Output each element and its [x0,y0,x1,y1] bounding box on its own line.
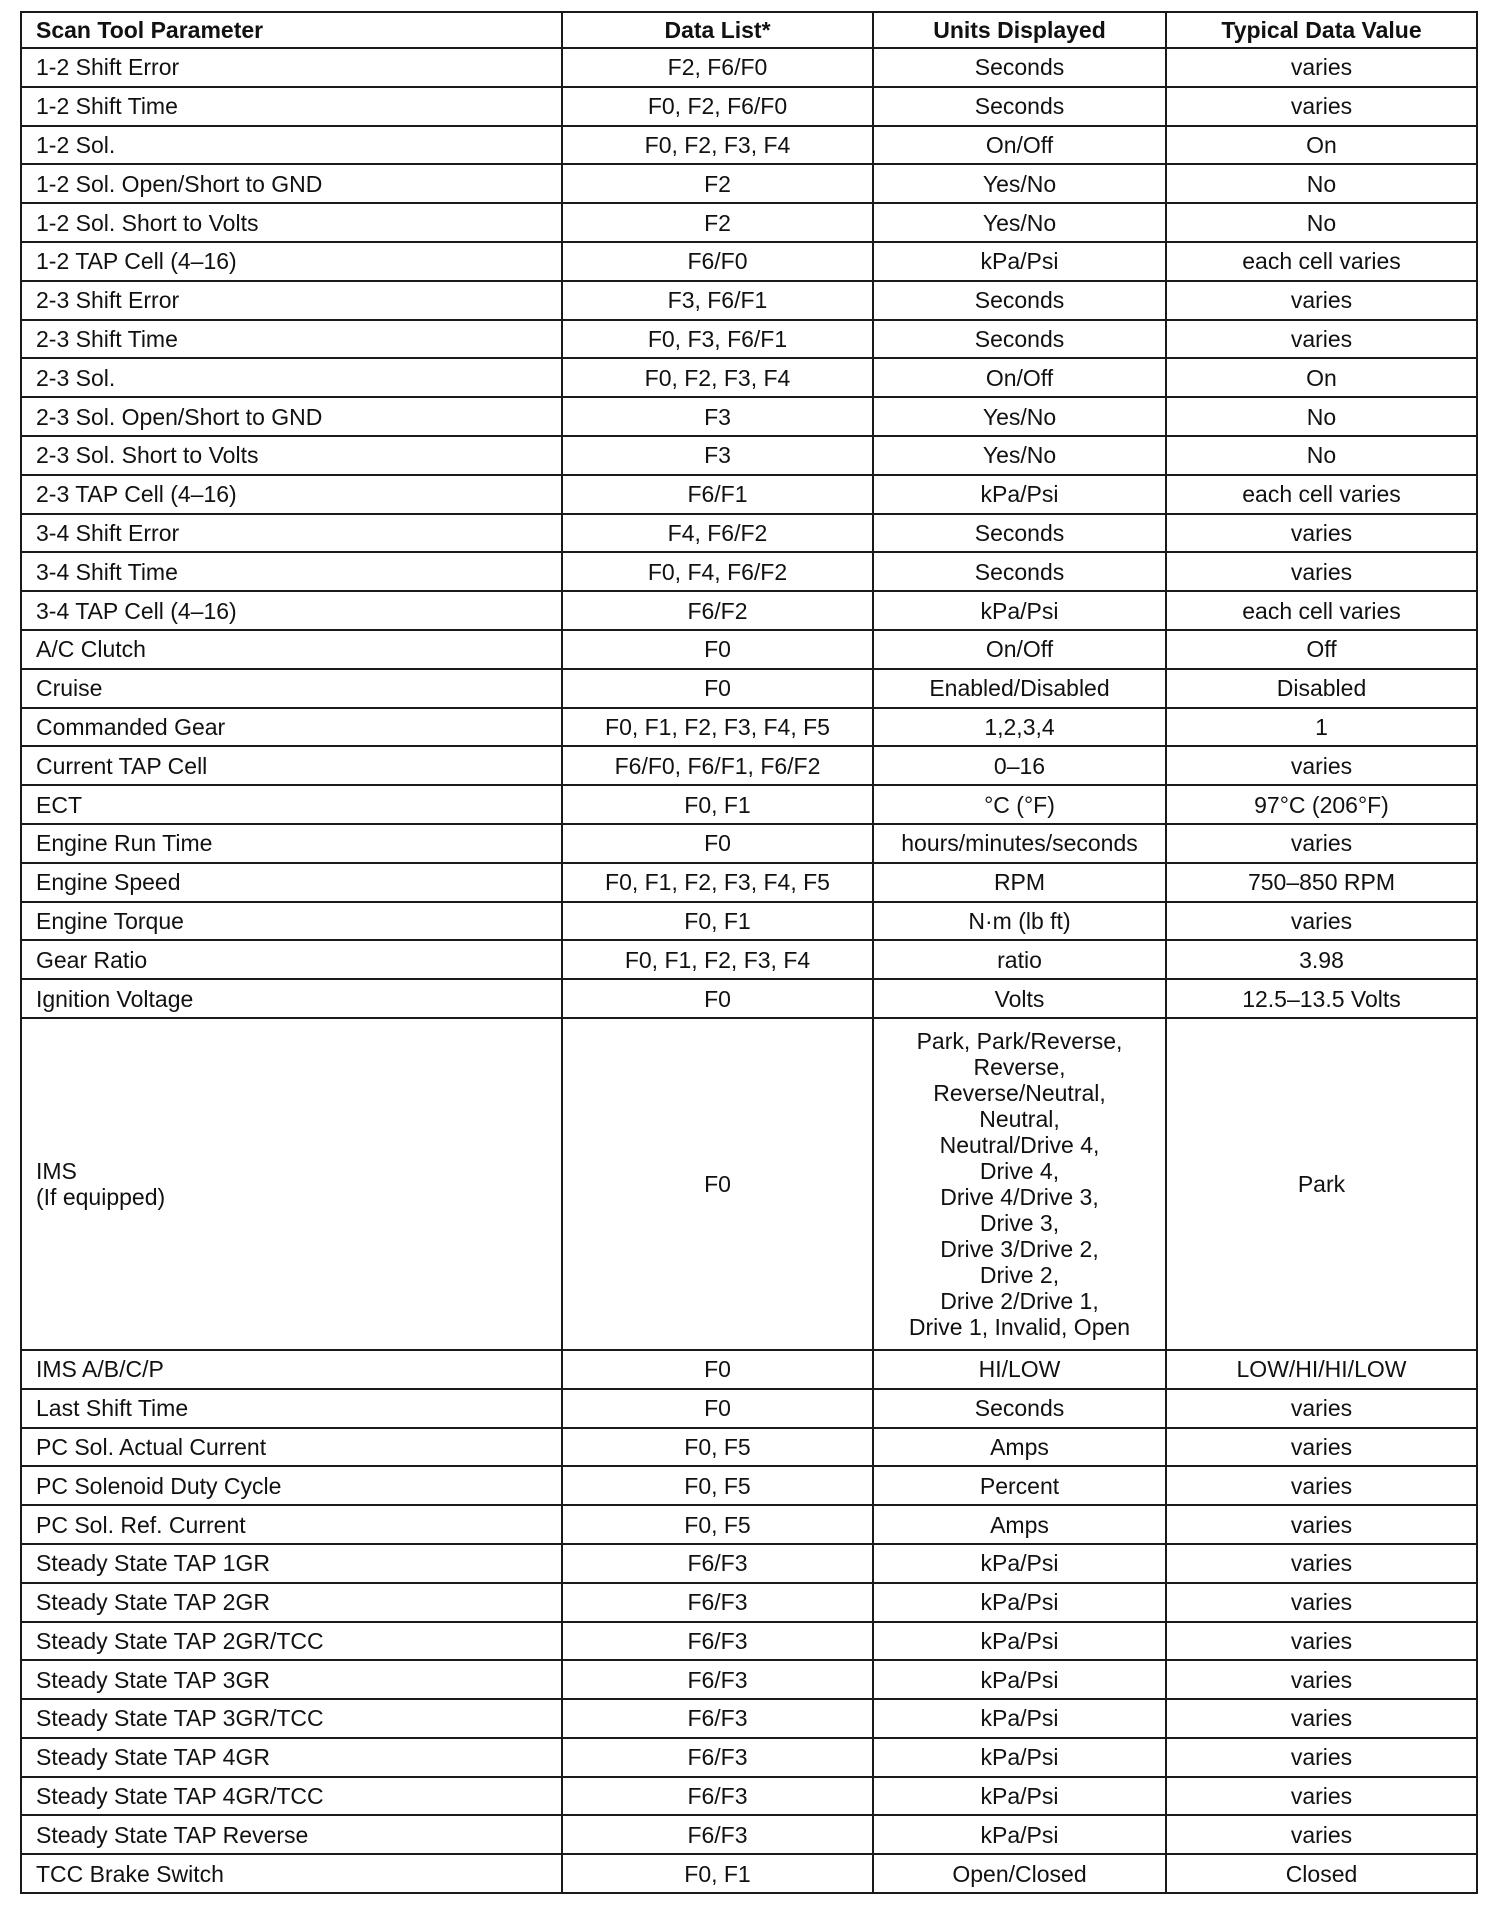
cell-data-list: F0 [562,1350,873,1389]
cell-parameter: PC Solenoid Duty Cycle [21,1466,562,1505]
cell-units: Amps [873,1505,1166,1544]
cell-parameter: Gear Ratio [21,940,562,979]
cell-units: Seconds [873,87,1166,126]
cell-data-list: F6/F3 [562,1738,873,1777]
cell-typical-value: each cell varies [1166,242,1477,281]
cell-data-list: F0 [562,1018,873,1350]
cell-parameter: PC Sol. Actual Current [21,1428,562,1467]
table-row [21,1622,1477,1661]
cell-data-list: F4, F6/F2 [562,514,873,553]
table-row [21,87,1477,126]
cell-data-list: F0, F1 [562,902,873,941]
cell-parameter: IMS A/B/C/P [21,1350,562,1389]
table-row [21,1466,1477,1505]
cell-units: Seconds [873,1389,1166,1428]
table-row [21,126,1477,165]
cell-parameter: 1-2 Sol. Open/Short to GND [21,164,562,203]
cell-data-list: F6/F0, F6/F1, F6/F2 [562,746,873,785]
cell-typical-value: varies [1166,48,1477,87]
cell-typical-value: No [1166,397,1477,436]
cell-typical-value: Disabled [1166,669,1477,708]
cell-data-list: F0 [562,979,873,1018]
cell-typical-value: Closed [1166,1854,1477,1893]
cell-data-list: F3 [562,397,873,436]
cell-units: kPa/Psi [873,591,1166,630]
cell-units: Yes/No [873,203,1166,242]
cell-units: On/Off [873,630,1166,669]
cell-typical-value: 3.98 [1166,940,1477,979]
cell-units: Seconds [873,552,1166,591]
cell-typical-value: varies [1166,1622,1477,1661]
table-row [21,281,1477,320]
cell-units: On/Off [873,358,1166,397]
table-row [21,1854,1477,1893]
column-header-parameter: Scan Tool Parameter [21,12,562,48]
cell-typical-value: Park [1166,1018,1477,1350]
cell-parameter: Current TAP Cell [21,746,562,785]
cell-parameter: 3-4 Shift Error [21,514,562,553]
table-row [21,1815,1477,1854]
cell-parameter: Steady State TAP 4GR/TCC [21,1777,562,1816]
cell-typical-value: varies [1166,902,1477,941]
cell-units: Seconds [873,48,1166,87]
cell-data-list: F6/F3 [562,1815,873,1854]
table-row [21,824,1477,863]
table-row [21,1777,1477,1816]
cell-units: Enabled/Disabled [873,669,1166,708]
cell-typical-value: each cell varies [1166,475,1477,514]
cell-typical-value: varies [1166,552,1477,591]
cell-units: kPa/Psi [873,1622,1166,1661]
cell-data-list: F0, F1, F2, F3, F4 [562,940,873,979]
table-row [21,1544,1477,1583]
cell-typical-value: varies [1166,1660,1477,1699]
cell-parameter: Steady State TAP 4GR [21,1738,562,1777]
cell-typical-value: 97°C (206°F) [1166,785,1477,824]
table-row [21,1389,1477,1428]
cell-data-list: F6/F3 [562,1544,873,1583]
cell-units: Yes/No [873,397,1166,436]
cell-typical-value: Off [1166,630,1477,669]
cell-parameter: 3-4 TAP Cell (4–16) [21,591,562,630]
cell-typical-value: varies [1166,1544,1477,1583]
cell-typical-value: varies [1166,320,1477,359]
cell-typical-value: varies [1166,824,1477,863]
cell-data-list: F6/F3 [562,1699,873,1738]
cell-data-list: F6/F3 [562,1777,873,1816]
cell-typical-value: No [1166,203,1477,242]
cell-units: kPa/Psi [873,1738,1166,1777]
cell-data-list: F6/F2 [562,591,873,630]
cell-typical-value: varies [1166,1389,1477,1428]
cell-parameter: Steady State TAP Reverse [21,1815,562,1854]
cell-parameter-text: IMS (If equipped) [36,1157,166,1210]
cell-parameter: 2-3 Sol. Short to Volts [21,436,562,475]
cell-data-list: F0, F1 [562,785,873,824]
table-header-row [21,12,1477,48]
cell-parameter: 2-3 Sol. [21,358,562,397]
cell-units: Seconds [873,281,1166,320]
cell-parameter: Steady State TAP 3GR [21,1660,562,1699]
cell-parameter: 2-3 Sol. Open/Short to GND [21,397,562,436]
table-row [21,746,1477,785]
cell-data-list: F3 [562,436,873,475]
cell-units: Volts [873,979,1166,1018]
cell-parameter: Engine Speed [21,863,562,902]
cell-typical-value: each cell varies [1166,591,1477,630]
column-header-typical-value: Typical Data Value [1166,12,1477,48]
cell-units: N·m (lb ft) [873,902,1166,941]
cell-units: Percent [873,1466,1166,1505]
table-row [21,358,1477,397]
cell-typical-value: 12.5–13.5 Volts [1166,979,1477,1018]
cell-data-list: F6/F1 [562,475,873,514]
cell-data-list: F0, F1, F2, F3, F4, F5 [562,708,873,747]
cell-units: RPM [873,863,1166,902]
cell-units: On/Off [873,126,1166,165]
cell-typical-value: LOW/HI/HI/LOW [1166,1350,1477,1389]
cell-parameter: Last Shift Time [21,1389,562,1428]
cell-parameter: Commanded Gear [21,708,562,747]
cell-data-list: F0, F5 [562,1505,873,1544]
table-row [21,48,1477,87]
cell-parameter: 1-2 Shift Error [21,48,562,87]
cell-typical-value: varies [1166,1738,1477,1777]
cell-typical-value: No [1166,164,1477,203]
cell-units: 1,2,3,4 [873,708,1166,747]
cell-typical-value: varies [1166,281,1477,320]
cell-typical-value: varies [1166,1583,1477,1622]
cell-parameter: TCC Brake Switch [21,1854,562,1893]
cell-parameter: A/C Clutch [21,630,562,669]
cell-parameter: 1-2 Sol. [21,126,562,165]
cell-data-list: F0 [562,824,873,863]
cell-units: ratio [873,940,1166,979]
cell-parameter: Engine Torque [21,902,562,941]
table-row [21,320,1477,359]
cell-units: HI/LOW [873,1350,1166,1389]
cell-parameter: Cruise [21,669,562,708]
cell-data-list: F0, F2, F3, F4 [562,358,873,397]
cell-typical-value: varies [1166,1428,1477,1467]
cell-typical-value: varies [1166,1699,1477,1738]
table-body [21,48,1477,1893]
cell-data-list: F0, F1 [562,1854,873,1893]
cell-parameter: 1-2 TAP Cell (4–16) [21,242,562,281]
cell-parameter: Ignition Voltage [21,979,562,1018]
cell-data-list: F6/F3 [562,1583,873,1622]
cell-typical-value: 1 [1166,708,1477,747]
cell-parameter: 1-2 Shift Time [21,87,562,126]
cell-typical-value: varies [1166,1777,1477,1816]
cell-data-list: F0, F5 [562,1428,873,1467]
cell-data-list: F0, F5 [562,1466,873,1505]
cell-data-list: F0, F3, F6/F1 [562,320,873,359]
table-row [21,203,1477,242]
cell-units: Yes/No [873,164,1166,203]
cell-units: kPa/Psi [873,1660,1166,1699]
cell-data-list: F6/F3 [562,1660,873,1699]
cell-units-text: Park, Park/Reverse, Reverse, Reverse/Neutral, Neutral, Neutral/Drive 4, Drive 4, Drive 4/Drive 3, Drive 3, Drive 3/Drive 2, Drive 2, Drive 2/Drive 1, Drive 1, Invalid, Open [908,1027,1131,1340]
cell-units: kPa/Psi [873,1815,1166,1854]
table-row [21,514,1477,553]
cell-typical-value: varies [1166,1466,1477,1505]
cell-data-list: F0 [562,669,873,708]
cell-typical-value: varies [1166,746,1477,785]
cell-units: kPa/Psi [873,1544,1166,1583]
scan-tool-parameter-table [20,11,1478,1894]
cell-typical-value: varies [1166,1505,1477,1544]
scan-tool-data-sheet [20,11,1476,1894]
table-row [21,1738,1477,1777]
cell-units: kPa/Psi [873,1777,1166,1816]
cell-units [873,1018,1166,1350]
cell-units: kPa/Psi [873,1583,1166,1622]
cell-units: Seconds [873,514,1166,553]
cell-parameter: PC Sol. Ref. Current [21,1505,562,1544]
cell-typical-value: 750–850 RPM [1166,863,1477,902]
cell-typical-value: varies [1166,1815,1477,1854]
cell-units: 0–16 [873,746,1166,785]
cell-units: hours/minutes/seconds [873,824,1166,863]
cell-parameter: 1-2 Sol. Short to Volts [21,203,562,242]
cell-parameter: 3-4 Shift Time [21,552,562,591]
table-row [21,397,1477,436]
cell-data-list: F3, F6/F1 [562,281,873,320]
cell-data-list: F2 [562,203,873,242]
cell-parameter: 2-3 Shift Time [21,320,562,359]
column-header-units: Units Displayed [873,12,1166,48]
cell-typical-value: On [1166,358,1477,397]
table-row [21,979,1477,1018]
cell-parameter [21,1018,562,1350]
cell-units: Yes/No [873,436,1166,475]
cell-parameter: ECT [21,785,562,824]
table-row [21,1018,1477,1350]
table-row [21,708,1477,747]
cell-parameter: Steady State TAP 1GR [21,1544,562,1583]
table-row [21,475,1477,514]
cell-data-list: F0, F2, F6/F0 [562,87,873,126]
table-row [21,863,1477,902]
cell-typical-value: varies [1166,87,1477,126]
cell-typical-value: On [1166,126,1477,165]
table-row [21,1583,1477,1622]
cell-data-list: F0, F4, F6/F2 [562,552,873,591]
cell-data-list: F0 [562,1389,873,1428]
cell-data-list: F0, F1, F2, F3, F4, F5 [562,863,873,902]
table-row [21,630,1477,669]
table-row [21,552,1477,591]
cell-units: Open/Closed [873,1854,1166,1893]
cell-parameter: 2-3 Shift Error [21,281,562,320]
table-row [21,785,1477,824]
cell-data-list: F6/F0 [562,242,873,281]
cell-parameter: 2-3 TAP Cell (4–16) [21,475,562,514]
table-row [21,1660,1477,1699]
table-row [21,591,1477,630]
table-row [21,940,1477,979]
cell-parameter: Engine Run Time [21,824,562,863]
cell-data-list: F6/F3 [562,1622,873,1661]
cell-typical-value: No [1166,436,1477,475]
table-row [21,1428,1477,1467]
table-row [21,164,1477,203]
cell-parameter: Steady State TAP 2GR/TCC [21,1622,562,1661]
cell-data-list: F2 [562,164,873,203]
table-row [21,902,1477,941]
cell-typical-value: varies [1166,514,1477,553]
table-row [21,1505,1477,1544]
cell-units: kPa/Psi [873,475,1166,514]
table-row [21,436,1477,475]
table-row [21,242,1477,281]
cell-parameter: Steady State TAP 2GR [21,1583,562,1622]
table-row [21,669,1477,708]
table-row [21,1350,1477,1389]
cell-parameter: Steady State TAP 3GR/TCC [21,1699,562,1738]
cell-units: Amps [873,1428,1166,1467]
cell-units: kPa/Psi [873,1699,1166,1738]
cell-units: kPa/Psi [873,242,1166,281]
cell-units: °C (°F) [873,785,1166,824]
table-row [21,1699,1477,1738]
cell-data-list: F0, F2, F3, F4 [562,126,873,165]
column-header-data-list: Data List* [562,12,873,48]
cell-data-list: F2, F6/F0 [562,48,873,87]
cell-data-list: F0 [562,630,873,669]
cell-units: Seconds [873,320,1166,359]
